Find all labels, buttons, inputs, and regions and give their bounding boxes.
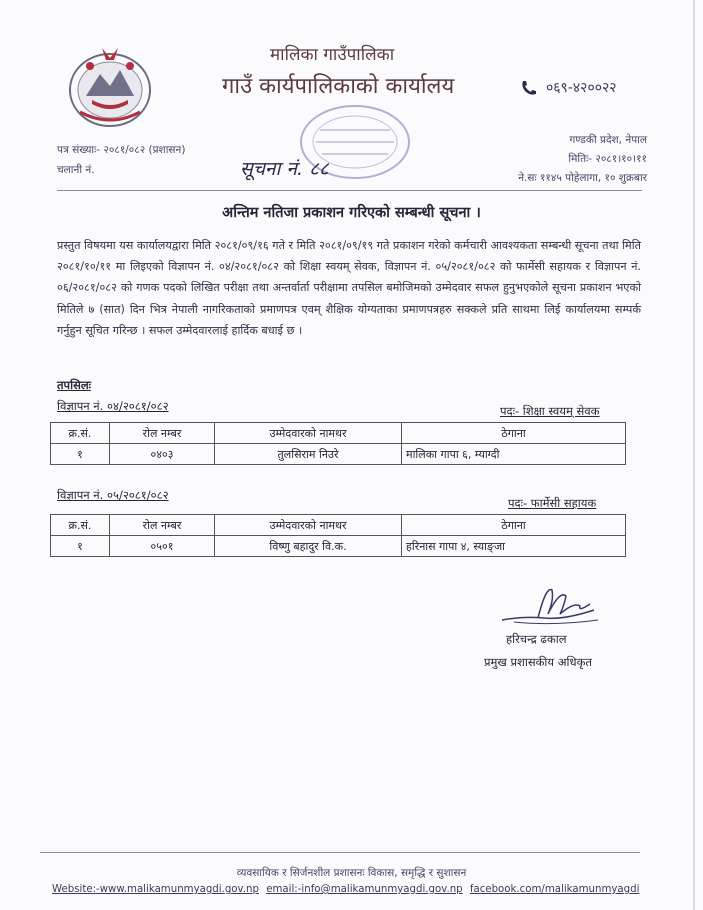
- post-name: पदः- फार्मेसी सहायक: [508, 496, 597, 510]
- name-cell: तुलसिराम निउरे: [215, 444, 402, 465]
- nepal-emblem-icon: [62, 42, 158, 130]
- table-header-row: [51, 423, 626, 444]
- post-name: पदः- शिक्षा स्वयम् सेवक: [500, 404, 600, 418]
- notice-body: प्रस्तुत विषयमा यस कार्यालयद्वारा मिति २०८१/०९/१६ गते र मिति २०८१/०९/१९ गते प्रकाशन गरेको कर्मचारी आवश्यकता सम्बन्धी सूचना तथा मिति २०८१/१०/११ मा लिइएको विज्ञापन नं. ०४/२०८१/०८२ को शिक्षा स्वयम् सेवक, विज्ञापन नं. ०५/२०८१/०८२ को फार्मेसी सहायक र विज्ञापन नं. ०६/२०८१/०८२ को गणक पदको लिखित परीक्षा तथा अन्तर्वार्ता परीक्षामा तपसिल बमोजिमको उम्मेदवार सफल हुनुभएकोले सूचना प्रकाशन भएको मितिले ७ (सात) दिन भित्र नेपाली नागरिकताको प्रमाणपत्र एवम् शैक्षिक योग्यताका प्रमाणपत्रहरु सक्कले प्रति साथमा लिई कार्यालयमा सम्पर्क गर्नुहुन सूचित गरिन्छ । सफल उम्मेदवारलाई हार्दिक बधाई छ ।: [57, 239, 641, 337]
- serial-cell: १: [51, 536, 110, 557]
- column-header: क्र.सं.: [51, 515, 110, 536]
- dispatch-number: चलानी नं.: [57, 164, 95, 176]
- advert-number: विज्ञापन नं. ०५/२०८१/०८२: [57, 488, 169, 502]
- footer-slogan: व्यवसायिक र सिर्जनशील प्रशासनः विकास, समृद्धि र सुशासन: [236, 867, 467, 879]
- column-header: ठेगाना: [402, 515, 626, 536]
- table-row: [51, 536, 626, 557]
- footer-divider: [40, 852, 640, 853]
- reference-number: पत्र संख्याः- २०८१/०८२ (प्रशासन): [57, 144, 186, 156]
- schedule-label: तपसिलः: [57, 378, 91, 392]
- header-divider: [57, 190, 642, 191]
- website-link[interactable]: Website:-www.malikamunmyagdi.gov.np: [52, 884, 259, 895]
- roll-cell: ०५०१: [110, 536, 215, 557]
- phone-number: ०६९-४२००२२: [546, 80, 617, 96]
- nepal-sambat-date: ने.सः ११४५ पोहेलागा, १० शुक्रबार: [518, 172, 647, 184]
- column-header: ठेगाना: [402, 423, 626, 444]
- municipality-name: मालिका गाउँपालिका: [270, 45, 395, 65]
- advert-number: विज्ञापन नं. ०४/२०८१/०८२: [57, 399, 169, 413]
- signature-icon: [494, 580, 604, 630]
- signatory-title: प्रमुख प्रशासकीय अधिकृत: [484, 655, 592, 669]
- column-header: क्र.सं.: [51, 423, 110, 444]
- office-name: गाउँ कार्यपालिकाको कार्यालय: [222, 74, 455, 99]
- notice-title: अन्तिम नतिजा प्रकाशन गरिएको सम्बन्धी सूचना ।: [222, 205, 481, 221]
- name-cell: विष्णु बहादुर वि.क.: [215, 536, 402, 557]
- roll-cell: ०४०३: [110, 444, 215, 465]
- address-cell: मालिका गापा ६, म्याग्दी: [402, 444, 626, 465]
- signatory-name: हरिचन्द्र ढकाल: [506, 632, 567, 646]
- email-link[interactable]: email:-info@malikamunmyagdi.gov.np: [266, 884, 463, 895]
- column-header: रोल नम्बर: [110, 515, 215, 536]
- footer-contacts: [52, 884, 643, 895]
- table-row: [51, 444, 626, 465]
- table-header-row: [51, 515, 626, 536]
- result-table: [50, 514, 626, 557]
- column-header: रोल नम्बर: [110, 423, 215, 444]
- column-header: उम्मेदवारको नामथर: [215, 515, 402, 536]
- province-line: गण्डकी प्रदेश, नेपाल: [569, 134, 647, 146]
- office-info: [518, 131, 647, 188]
- handwritten-notice-number: सूचना नं. ८८: [240, 158, 329, 180]
- serial-cell: १: [51, 444, 110, 465]
- phone-contact: [520, 78, 617, 97]
- date-line: मितिः- २०८१।१०।११: [568, 153, 647, 165]
- page-edge: [693, 0, 695, 910]
- facebook-link[interactable]: facebook.com/malikamunmyagdi: [469, 884, 640, 895]
- address-cell: हरिनास गापा ४, स्याङ्जा: [402, 536, 626, 557]
- column-header: उम्मेदवारको नामथर: [215, 423, 402, 444]
- result-table: [50, 422, 626, 465]
- phone-icon: [520, 79, 538, 97]
